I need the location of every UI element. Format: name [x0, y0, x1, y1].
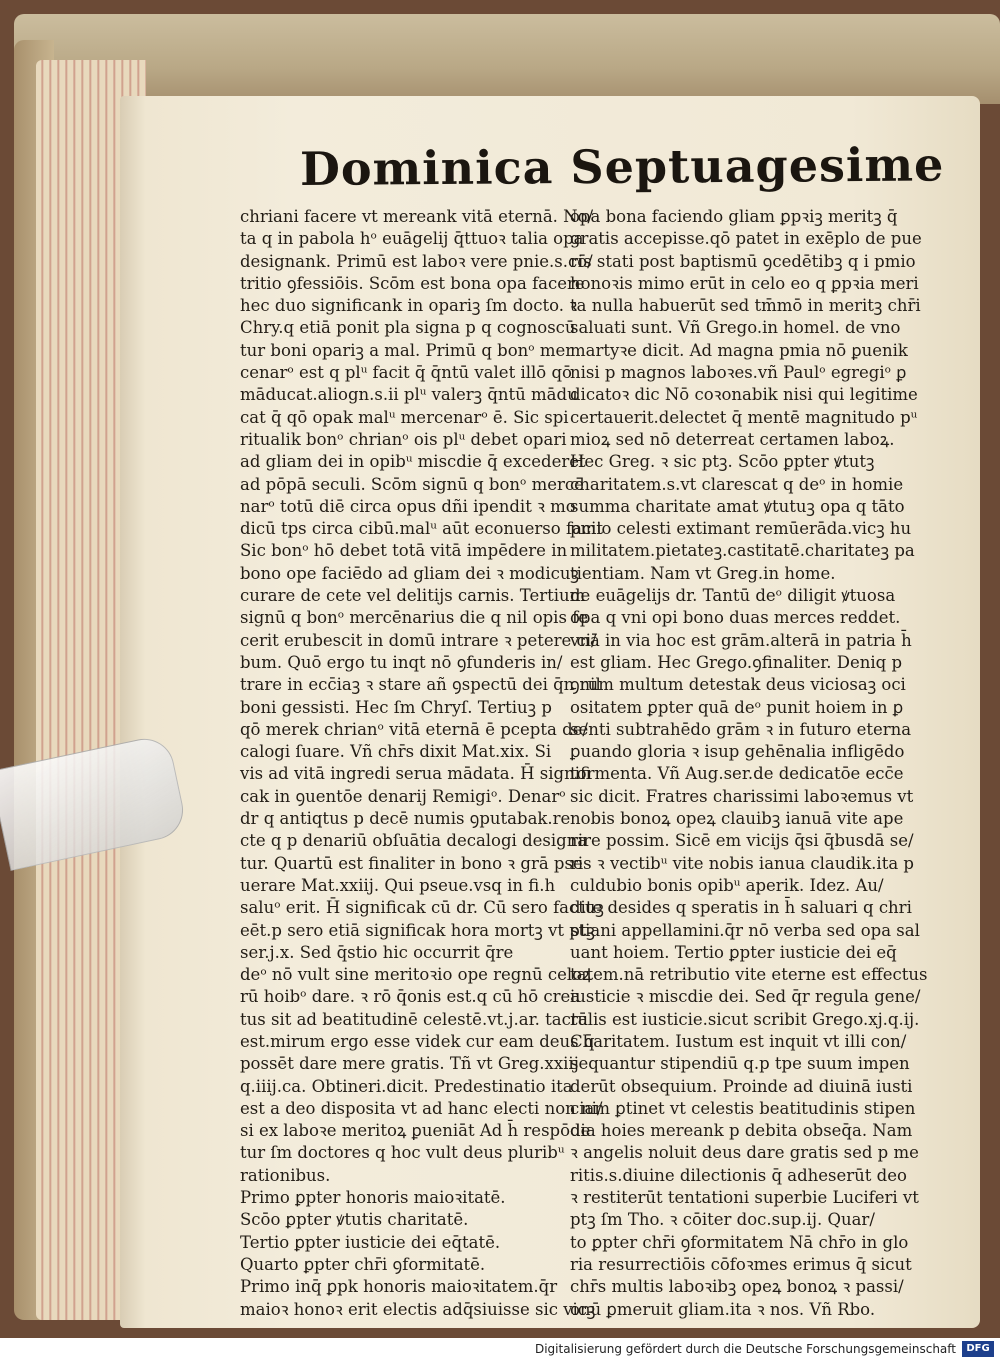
- text-line: ꝛ restiterūt tentationi superbie Luciferi vt: [570, 1188, 919, 1208]
- text-line: saluati sunt. Vñ Grego.in homel. de vno: [570, 318, 901, 338]
- text-line: stiani appellamini.q̄r nō verba sed opa sal: [570, 920, 920, 940]
- text-line: ris stati post baptismū ꝯcedētibꝫ q i pmio: [570, 251, 916, 271]
- text-line: rū hoibᵒ dare. ꝛ rō q̄onis est.q cū hō crea: [240, 987, 581, 1007]
- text-line: tormenta. Vñ Aug.ser.de dedicatōe ecc̄e: [570, 764, 904, 784]
- text-line: to ꝑpter chr̄i ꝯformitatem Nā chr̄o in glo: [570, 1232, 909, 1252]
- text-line: vnā in via hoc est grām.alterā in patria h̄: [570, 630, 912, 650]
- text-line: saluᵒ erit. H̄ significak cū dr. Cū sero factuꝫ: [240, 898, 604, 918]
- text-line: Primo ꝑpter honoris maioꝛitatē.: [240, 1188, 506, 1208]
- text-line: summa charitate amat ꝟtutuꝫ opa q tāto: [570, 496, 905, 516]
- text-line: trare in ecc̄iaꝫ ꝛ stare añ ꝯspectū dei q̄n nil: [240, 675, 601, 695]
- text-line: martyꝛe dicit. Ad magna pmia nō ꝑuenik: [570, 340, 908, 360]
- text-line: designank. Primū est laboꝛ vere pnie.s.cō/: [240, 251, 593, 271]
- text-line: deᵒ nō vult sine meritoꝛio ope regnū celoꝝ: [240, 965, 592, 985]
- text-line: pmio celesti extimant remūerāda.vicꝫ hu: [570, 519, 912, 539]
- text-line: ad gliam dei in opibᵘ miscdie q̄ excederet: [240, 452, 586, 472]
- text-line: gratis accepisse.qō patet in exēplo de pue: [570, 229, 922, 249]
- text-line: hec duo significank in opariꝫ ſm docto. ꝛ: [240, 296, 578, 316]
- text-line: nisi p magnos laboꝛes.vñ Paulᵒ egregiᵒ ꝑ: [570, 363, 907, 383]
- text-line: ritis.s.diuine dilectionis q̄ adheserūt deo: [570, 1165, 907, 1185]
- text-line: si ex laboꝛe meritoꝝ ꝑueniāt Ad h̄ respōde: [240, 1121, 591, 1141]
- text-line: ria resurrectiōis cōfoꝛmes erimus q̄ sicut: [570, 1254, 912, 1274]
- footer-credit-text: Digitalisierung gefördert durch die Deutsche Forschungsgemeinschaft: [534, 1342, 956, 1356]
- text-line: sic dicit. Fratres charissimi laboꝛemus vt: [570, 786, 914, 806]
- text-line: cerit erubescit in domū intrare ꝛ petere ci/: [240, 630, 597, 650]
- text-line: tus sit ad beatitudinē celestē.vt.j.ar. tactū: [240, 1009, 589, 1029]
- text-line: tritio ꝯfessiōis. Scōm est bona opa facere: [240, 273, 585, 293]
- text-line: Charitatem. Iustum est inquit vt illi con/: [570, 1031, 907, 1051]
- text-line: militatem.pietateꝫ.castitatē.charitateꝫ pa: [570, 541, 915, 561]
- text-line: bum. Quō ergo tu inqt nō ꝯfunderis in/: [240, 652, 563, 672]
- text-line: mioꝝ sed nō deterreat certamen laboꝝ.: [570, 429, 895, 449]
- text-line: est.mirum ergo esse videk cur eam deus q̄: [240, 1031, 595, 1051]
- text-line: opa bona faciendo gliam ꝑpꝛiꝫ meritꝫ q̄: [570, 207, 898, 226]
- text-line: ꝯrum multum detestak deus viciosaꝫ oci: [570, 675, 906, 695]
- text-line: onū ꝑmeruit gliam.ita ꝛ nos. Vñ Rbo.: [570, 1299, 876, 1319]
- text-line: cat q̄ qō opak malᵘ mercenarᵒ ē. Sic spi: [240, 407, 569, 427]
- text-line: rire possim. Sicē em vicijs q̄si q̄busdā se/: [570, 831, 914, 851]
- text-line: boni gessisti. Hec ſm Chryſ. Tertiuꝫ p: [240, 697, 552, 717]
- text-line: ris ꝛ vectibᵘ vite nobis ianua claudik.ita p: [570, 853, 914, 873]
- text-line: Primo inq̄ ꝑpk honoris maioꝛitatem.q̄r: [240, 1277, 558, 1297]
- text-line: ositatem ꝑpter quā deᵒ punit hoiem in ꝑ: [570, 697, 904, 717]
- text-line: dia hoies mereank p debita obseq̄a. Nam: [570, 1121, 913, 1141]
- text-line: qō merek chrianᵒ vitā eternā ē pcepta de/: [240, 719, 588, 739]
- text-line: chriani facere vt mereank vitā eternā. No/: [240, 207, 594, 226]
- text-line: chr̄s multis laboꝛibꝫ opeꝝ bonoꝝ ꝛ passi/: [570, 1277, 904, 1297]
- text-line: culdubio bonis opibᵘ aperik. Idez. Au/: [570, 875, 884, 895]
- text-line: ralis est iusticie.sicut scribit Grego.xj.q.ij.: [570, 1009, 920, 1029]
- text-line: ꝛ angelis noluit deus dare gratis sed p me: [570, 1143, 919, 1163]
- text-line: Hec Greg. ꝛ sic ptꝫ. Scōo ꝑpter ꝟtutꝫ: [570, 452, 875, 472]
- text-line: tientiam. Nam vt Greg.in home.: [570, 563, 836, 583]
- text-line: narᵒ totū diē circa opus dñi ipendit ꝛ mo: [240, 496, 576, 516]
- text-line: rationibus.: [240, 1165, 331, 1185]
- text-line: senti subtrahēdo grām ꝛ in futuro eterna: [570, 719, 912, 739]
- text-line: tur ſm doctores q hoc vult deus pluribᵘ: [240, 1143, 565, 1163]
- text-line: derūt obsequium. Proinde ad diuinā iusti: [570, 1076, 913, 1096]
- text-line: ritualik bonᵒ chrianᵒ ois plᵘ debet opari: [240, 429, 567, 449]
- text-line: est a deo disposita vt ad hanc electi non ni/: [240, 1098, 603, 1118]
- text-line: Quarto ꝑpter chr̄i ꝯformitatē.: [240, 1254, 486, 1274]
- text-line: honoꝛis mimo erūt in celo eo q ꝑpꝛia meri: [570, 273, 919, 293]
- text-line: ꝑuando gloria ꝛ isup gehēnalia infligēdo: [570, 742, 905, 762]
- text-line: uerare Mat.xxiij. Qui pseue.vsq in fi.h: [240, 875, 556, 895]
- text-line: dicū tps circa cibū.malᵘ aūt econuerso facit: [240, 519, 604, 539]
- text-line: signū q bonᵒ mercēnarius die q nil opis fe: [240, 608, 589, 628]
- text-line: Sic bonᵒ hō debet totā vitā impēdere in: [240, 541, 568, 561]
- text-line: nobis bonoꝝ opeꝝ clauibꝫ ianuā vite ape: [570, 809, 904, 829]
- text-line: maioꝛ honoꝛ erit electis adq̄siuisse sic vicꝫ: [240, 1299, 596, 1319]
- text-line: sequantur stipendiū q.p tpe suum impen: [570, 1054, 910, 1074]
- text-line: q.iiij.ca. Obtineri.dicit. Predestinatio ita: [240, 1076, 573, 1096]
- text-line: bono ope faciēdo ad gliam dei ꝛ modicuꝫ: [240, 563, 579, 583]
- text-line: ta nulla habuerūt sed tm̄mō in meritꝫ chr̄i: [570, 296, 921, 316]
- dfg-logo: DFG: [962, 1341, 994, 1357]
- book-cover-top: [14, 14, 1000, 104]
- text-line: māducat.aliogn.s.ii plᵘ valerꝫ q̄ntū mādu: [240, 385, 578, 405]
- text-line: ad pōpā seculi. Scōm signū q bonᵒ mercē: [240, 474, 584, 494]
- text-line: ta q in pabola hᵒ euāgelij q̄ttuoꝛ talia opa: [240, 229, 584, 249]
- text-line: uant hoiem. Tertio ꝑpter iusticie dei eq̄: [570, 942, 897, 962]
- text-line: de euāgelijs dr. Tantū deᵒ diligit ꝟtuosa: [570, 586, 896, 606]
- text-line: curare de cete vel delitijs carnis. Tertium: [240, 586, 586, 606]
- text-line: possēt dare mere gratis. Tñ vt Greg.xxiij: [240, 1054, 579, 1074]
- text-line: ser.j.x. Sed q̄stio hic occurrit q̄re: [240, 942, 514, 962]
- text-line: dite desides q speratis in h̄ saluari q chri: [570, 898, 912, 918]
- text-line: eēt.p sero etiā significak hora mortꝫ vt ptꝫ: [240, 920, 595, 940]
- text-line: est gliam. Hec Grego.ꝯfinaliter. Deniq p: [570, 652, 903, 672]
- text-line: Chry.q etiā ponit pla signa p q cognoscū: [240, 318, 576, 338]
- text-line: tur. Quartū est finaliter in bono ꝛ grā pse: [240, 853, 583, 873]
- right-text-column: [570, 206, 928, 1321]
- text-line: tatem.nā retributio vite eterne est effectus: [570, 965, 928, 985]
- text-line: tur boni opariꝫ a mal. Primū q bonᵒ mer: [240, 340, 574, 360]
- text-line: ciam ꝑtinet vt celestis beatitudinis stipen: [570, 1098, 916, 1118]
- text-line: iusticie ꝛ miscdie dei. Sed q̄r regula gene/: [570, 987, 921, 1007]
- text-line: charitatem.s.vt clarescat q deᵒ in homie: [570, 474, 904, 494]
- text-line: certauerit.delectet q̄ mentē magnitudo pᵘ: [570, 407, 918, 427]
- text-line: Scōo ꝑpter ꝟtutis charitatē.: [240, 1210, 469, 1230]
- page-heading: Dominica Septuagesime: [299, 137, 945, 196]
- left-text-column: [240, 206, 604, 1321]
- text-line: dr q antiqtus p decē numis ꝯputabak.re: [240, 809, 571, 829]
- text-line: cenarᵒ est q plᵘ facit q̄ q̄ntū valet illō qō: [240, 363, 572, 383]
- text-line: cte q p denariū obſuātia decalogi designa: [240, 831, 588, 851]
- text-line: opa q vni opi bono duas merces reddet.: [570, 608, 901, 628]
- text-line: cak in ꝯuentōe denarij Remigiᵒ. Denarᵒ: [240, 786, 566, 806]
- text-line: ptꝫ ſm Tho. ꝛ cōiter doc.sup.ij. Quar/: [570, 1210, 875, 1230]
- footer-bar: [0, 1338, 1000, 1362]
- text-line: dicatoꝛ dic Nō coꝛonabik nisi qui legitime: [570, 385, 918, 405]
- text-line: Tertio ꝑpter iusticie dei eq̄tatē.: [240, 1232, 501, 1252]
- text-line: vis ad vitā ingredi serua mādata. H̄ signifi: [240, 764, 591, 784]
- text-line: calogi ſuare. Vñ chr̄s dixit Mat.xix. Si: [240, 742, 552, 762]
